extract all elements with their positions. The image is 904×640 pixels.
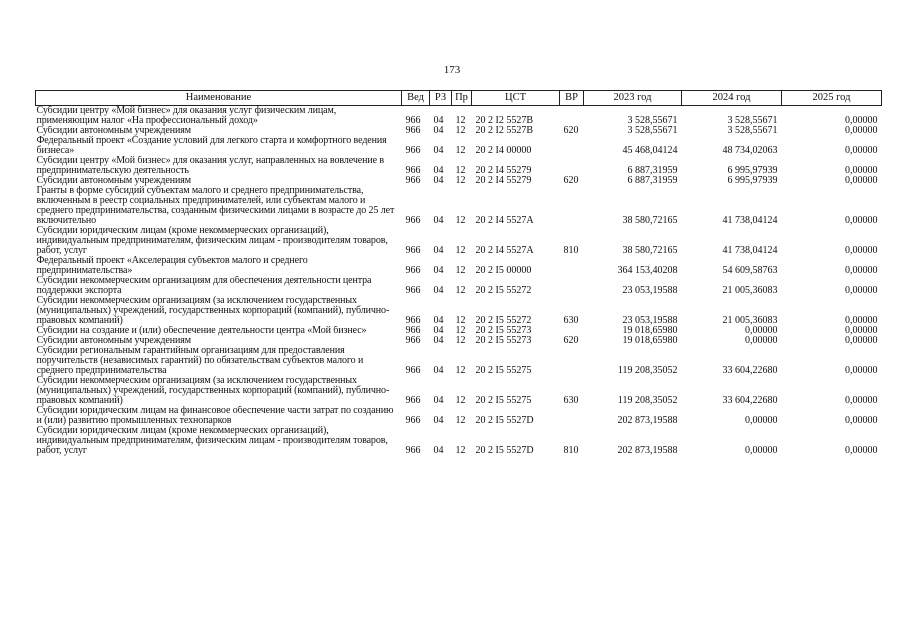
row-vr: [560, 406, 584, 426]
row-2024: 0,00000: [745, 336, 778, 346]
row-vr: [560, 106, 584, 127]
table-row: [36, 276, 882, 296]
row-2024: 33 604,22680: [722, 395, 778, 406]
row-vr: [560, 276, 584, 296]
row-vr: 630: [563, 315, 579, 326]
row-cst: 20 2 I5 5527D: [475, 445, 534, 456]
header-2023: 2023 год: [584, 91, 682, 106]
table-row: [36, 226, 882, 256]
row-ved: 966: [405, 415, 421, 426]
row-name: Субсидии некоммерческим организациям для обеспечения деятельности центра поддержки экспорта: [36, 276, 372, 296]
row-cst: 20 2 I4 5527A: [475, 215, 534, 226]
row-vr: 620: [563, 176, 579, 186]
row-2023: 45 468,04124: [622, 145, 678, 156]
row-pr: 12: [455, 395, 466, 406]
table-row: [36, 376, 882, 406]
header-pr: Пр: [452, 91, 472, 106]
row-ved: 966: [405, 265, 421, 276]
table-row: [36, 156, 882, 176]
row-ved: 966: [405, 445, 421, 456]
row-2024: 41 738,04124: [722, 215, 778, 226]
table-row: [36, 106, 882, 127]
row-pr: 12: [455, 285, 466, 296]
row-name: Федеральный проект «Акселерация субъектов малого и среднего предпринимательства»: [36, 256, 308, 276]
row-vr: 810: [563, 245, 579, 256]
row-2025: 0,00000: [845, 145, 878, 156]
header-name: Наименование: [36, 91, 402, 106]
row-2024: 21 005,36083: [722, 285, 778, 296]
row-ved: 966: [405, 336, 421, 346]
row-rz: 04: [433, 285, 444, 296]
row-name: Субсидии юридическим лицам (кроме некоммерческих организаций), индивидуальным предпринимателям, физическим лицам - производителям товаров, работ, услуг: [36, 426, 388, 456]
row-rz: 04: [433, 395, 444, 406]
row-ved: 966: [405, 165, 421, 176]
row-rz: 04: [433, 126, 444, 136]
row-name: Субсидии на создание и (или) обеспечение деятельности центра «Мой бизнес»: [36, 326, 367, 336]
header-ved: Вед: [402, 91, 430, 106]
row-2025: 0,00000: [845, 176, 878, 186]
row-2024: 3 528,55671: [727, 126, 778, 136]
row-rz: 04: [433, 176, 444, 186]
row-2023: 364 153,40208: [617, 265, 678, 276]
row-2023: 6 887,31959: [627, 176, 678, 186]
row-pr: 12: [455, 165, 466, 176]
row-rz: 04: [433, 215, 444, 226]
header-2024: 2024 год: [682, 91, 782, 106]
row-2023: 202 873,19588: [617, 445, 678, 456]
row-rz: 04: [433, 165, 444, 176]
row-name: Субсидии некоммерческим организациям (за исключением государственных (муниципальных) учреждений, государственных корпораций (компаний), публично-правовых компаний): [36, 376, 390, 406]
row-vr: 810: [563, 445, 579, 456]
row-ved: 966: [405, 315, 421, 326]
row-2025: 0,00000: [845, 115, 878, 126]
header-vr: ВР: [560, 91, 584, 106]
row-2025: 0,00000: [845, 365, 878, 376]
row-2025: 0,00000: [845, 415, 878, 426]
row-name: Субсидии центру «Мой бизнес» для оказания услуг, направленных на вовлечение в предпринимательскую деятельность: [36, 156, 384, 176]
row-vr: [560, 346, 584, 376]
row-cst: 20 2 I2 5527B: [475, 115, 533, 126]
row-pr: 12: [455, 145, 466, 156]
row-2025: 0,00000: [845, 336, 878, 346]
row-pr: 12: [455, 365, 466, 376]
row-2024: 6 995,97939: [727, 165, 778, 176]
table-row: [36, 406, 882, 426]
row-pr: 12: [455, 265, 466, 276]
row-cst: 20 2 I5 55272: [475, 315, 532, 326]
table-row: [36, 126, 882, 136]
row-ved: 966: [405, 395, 421, 406]
row-2025: 0,00000: [845, 126, 878, 136]
table-row: [36, 346, 882, 376]
row-name: Субсидии региональным гарантийным организациям для предоставления поручительств (независимых гарантий) по обязательствам субъектов малого и среднего предпринимательства: [36, 346, 364, 376]
row-2023: 38 580,72165: [622, 215, 678, 226]
row-2023: 119 208,35052: [617, 365, 678, 376]
row-2024: 3 528,55671: [727, 115, 778, 126]
row-name: Субсидии автономным учреждениям: [36, 176, 191, 186]
row-2023: 3 528,55671: [627, 115, 678, 126]
row-2023: 23 053,19588: [622, 285, 678, 296]
row-pr: 12: [455, 315, 466, 326]
row-pr: 12: [455, 326, 466, 336]
page-number: 173: [443, 64, 461, 76]
row-name: Федеральный проект «Создание условий для легкого старта и комфортного ведения бизнеса»: [36, 136, 387, 156]
header-cst: ЦСТ: [472, 91, 560, 106]
row-name: Субсидии некоммерческим организациям (за исключением государственных (муниципальных) учреждений, государственных корпораций (компаний), публично-правовых компаний): [36, 296, 390, 326]
row-pr: 12: [455, 445, 466, 456]
row-2023: 6 887,31959: [627, 165, 678, 176]
row-2023: 119 208,35052: [617, 395, 678, 406]
row-vr: 620: [563, 336, 579, 346]
row-rz: 04: [433, 415, 444, 426]
row-2025: 0,00000: [845, 445, 878, 456]
row-vr: 620: [563, 126, 579, 136]
table-row: [36, 136, 882, 156]
row-2024: 0,00000: [745, 326, 778, 336]
table-header-row: [36, 91, 882, 106]
table-row: [36, 176, 882, 186]
row-rz: 04: [433, 445, 444, 456]
row-pr: 12: [455, 415, 466, 426]
row-name: Субсидии юридическим лицам на финансовое обеспечение части затрат по созданию и (или) развитию промышленных технопарков: [36, 406, 394, 426]
row-rz: 04: [433, 336, 444, 346]
row-cst: 20 2 I4 55279: [475, 176, 532, 186]
table-row: [36, 186, 882, 226]
row-cst: 20 2 I5 55272: [475, 285, 532, 296]
budget-table: [35, 90, 882, 456]
row-ved: 966: [405, 285, 421, 296]
row-cst: 20 2 I5 55275: [475, 395, 532, 406]
row-2024: 54 609,58763: [722, 265, 778, 276]
row-ved: 966: [405, 176, 421, 186]
row-2023: 38 580,72165: [622, 245, 678, 256]
row-2024: 21 005,36083: [722, 315, 778, 326]
row-ved: 966: [405, 245, 421, 256]
row-vr: 630: [563, 395, 579, 406]
table-row: [36, 426, 882, 456]
row-2023: 19 018,65980: [622, 336, 678, 346]
row-2025: 0,00000: [845, 326, 878, 336]
row-pr: 12: [455, 115, 466, 126]
row-pr: 12: [455, 176, 466, 186]
row-pr: 12: [455, 126, 466, 136]
row-2024: 48 734,02063: [722, 145, 778, 156]
row-cst: 20 2 I5 55275: [475, 365, 532, 376]
row-rz: 04: [433, 265, 444, 276]
row-2025: 0,00000: [845, 395, 878, 406]
row-rz: 04: [433, 326, 444, 336]
row-2023: 19 018,65980: [622, 326, 678, 336]
row-pr: 12: [455, 336, 466, 346]
row-cst: 20 2 I4 5527A: [475, 245, 534, 256]
row-vr: [560, 186, 584, 226]
row-name: Субсидии автономным учреждениям: [36, 336, 191, 346]
row-2024: 33 604,22680: [722, 365, 778, 376]
row-name: Субсидии центру «Мой бизнес» для оказания услуг физическим лицам, применяющим налог «На профессиональный доход»: [36, 105, 337, 126]
row-cst: 20 2 I2 5527B: [475, 126, 533, 136]
row-2023: 202 873,19588: [617, 415, 678, 426]
row-rz: 04: [433, 115, 444, 126]
row-2025: 0,00000: [845, 215, 878, 226]
row-2024: 6 995,97939: [727, 176, 778, 186]
row-2023: 23 053,19588: [622, 315, 678, 326]
row-name: Субсидии юридическим лицам (кроме некоммерческих организаций), индивидуальным предпринимателям, физическим лицам - производителям товаров, работ, услуг: [36, 226, 388, 256]
row-vr: [560, 136, 584, 156]
table-body: [36, 106, 882, 457]
table-row: [36, 256, 882, 276]
row-cst: 20 2 I5 5527D: [475, 415, 534, 426]
row-cst: 20 2 I5 00000: [475, 265, 532, 276]
row-vr: [560, 156, 584, 176]
row-ved: 966: [405, 145, 421, 156]
row-cst: 20 2 I4 00000: [475, 145, 532, 156]
row-pr: 12: [455, 215, 466, 226]
row-2023: 3 528,55671: [627, 126, 678, 136]
header-2025: 2025 год: [782, 91, 882, 106]
header-rz: РЗ: [430, 91, 452, 106]
row-rz: 04: [433, 145, 444, 156]
row-ved: 966: [405, 326, 421, 336]
row-2024: 0,00000: [745, 445, 778, 456]
row-cst: 20 2 I5 55273: [475, 336, 532, 346]
row-2025: 0,00000: [845, 165, 878, 176]
row-2024: 0,00000: [745, 415, 778, 426]
row-2025: 0,00000: [845, 285, 878, 296]
row-ved: 966: [405, 215, 421, 226]
row-rz: 04: [433, 245, 444, 256]
row-2024: 41 738,04124: [722, 245, 778, 256]
row-cst: 20 2 I5 55273: [475, 326, 532, 336]
row-2025: 0,00000: [845, 265, 878, 276]
table-row: [36, 336, 882, 346]
row-vr: [560, 256, 584, 276]
row-cst: 20 2 I4 55279: [475, 165, 532, 176]
table-row: [36, 326, 882, 336]
row-rz: 04: [433, 365, 444, 376]
row-ved: 966: [405, 365, 421, 376]
row-ved: 966: [405, 126, 421, 136]
row-rz: 04: [433, 315, 444, 326]
row-pr: 12: [455, 245, 466, 256]
row-2025: 0,00000: [845, 245, 878, 256]
row-name: Гранты в форме субсидий субъектам малого и среднего предпринимательства, включенным в реестр социальных предпринимателей, или субъектам малого и среднего предпринимательства, созданным физическими лицами в возрасте до 25 лет включительно: [36, 186, 395, 226]
row-name: Субсидии автономным учреждениям: [36, 126, 191, 136]
row-vr: [560, 326, 584, 336]
row-2025: 0,00000: [845, 315, 878, 326]
row-ved: 966: [405, 115, 421, 126]
table-row: [36, 296, 882, 326]
